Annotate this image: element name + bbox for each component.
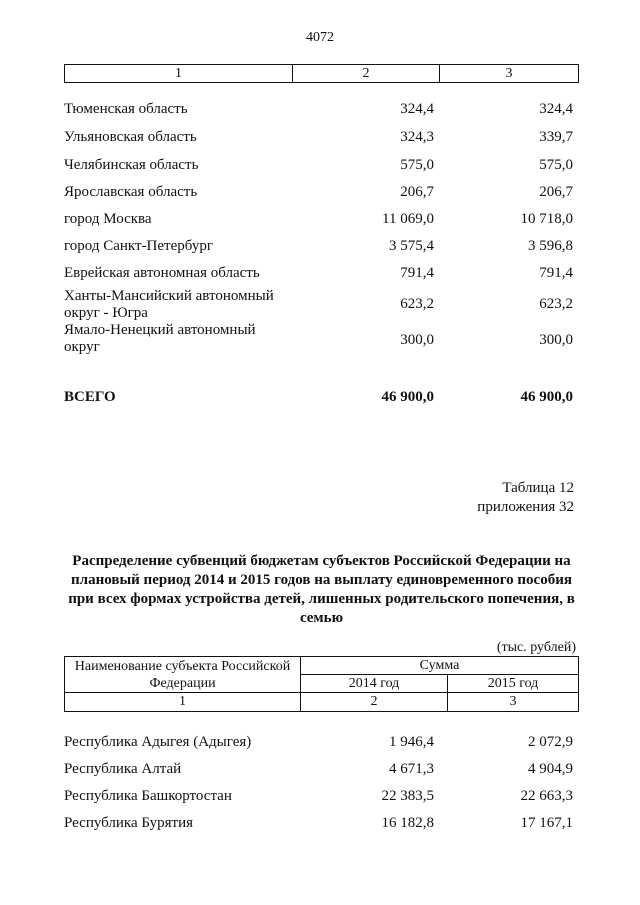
table1-col2-number: 2 — [293, 65, 440, 82]
value-2014: 16 182,8 — [381, 815, 434, 831]
region-name: Республика Бурятия — [64, 815, 194, 831]
table2-header — [64, 656, 579, 712]
region-name: Челябинская область — [64, 157, 199, 173]
region-name: Ульяновская область — [64, 129, 197, 145]
region-name: Ямало-Ненецкий автономный округ — [64, 322, 256, 355]
value-col3: 791,4 — [539, 265, 573, 281]
value-col2: 324,3 — [400, 129, 434, 145]
region-name: город Москва — [64, 211, 152, 227]
value-col3: 300,0 — [539, 332, 573, 348]
table1-col1-number: 1 — [65, 65, 293, 82]
value-col3: 575,0 — [539, 157, 573, 173]
column-number-2: 2 — [301, 693, 448, 711]
region-name: Еврейская автономная область — [64, 265, 260, 281]
value-2015: 4 904,9 — [528, 761, 573, 777]
value-col3: 3 596,8 — [528, 238, 573, 254]
value-col3: 324,4 — [539, 101, 573, 117]
value-2015: 2 072,9 — [528, 734, 573, 750]
value-col2: 3 575,4 — [389, 238, 434, 254]
column-header-2015: 2015 год — [448, 675, 578, 693]
value-2014: 4 671,3 — [389, 761, 434, 777]
region-name: Республика Алтай — [64, 761, 182, 777]
column-number-3: 3 — [509, 694, 517, 709]
total-value-col3: 46 900,0 — [520, 389, 573, 405]
region-name: Тюменская область — [64, 101, 188, 117]
value-col2: 206,7 — [400, 184, 434, 200]
value-2014: 22 383,5 — [381, 788, 434, 804]
table1-col3-number: 3 — [505, 66, 513, 81]
region-name: город Санкт-Петербург — [64, 238, 213, 254]
value-col3: 339,7 — [539, 129, 573, 145]
column-header-sum: Сумма — [301, 657, 578, 675]
region-name: Республика Адыгея (Адыгея) — [64, 734, 252, 750]
table-title: Распределение субвенций бюджетам субъектов Российской Федерации на плановый период 2014 и 2015 годов на выплату единовременного пособия при всех формах устройства детей, лишенных родительского попечения, в семью — [68, 553, 575, 626]
value-col2: 324,4 — [400, 101, 434, 117]
value-col3: 10 718,0 — [520, 211, 573, 227]
value-2014: 1 946,4 — [389, 734, 434, 750]
value-col2: 11 069,0 — [382, 211, 434, 227]
region-name: Ярославская область — [64, 184, 198, 200]
table-number-label: Таблица 12 — [502, 480, 574, 496]
region-name: Ханты-Мансийский автономный округ - Югра — [64, 288, 274, 321]
value-col3: 206,7 — [539, 184, 573, 200]
total-value-col2: 46 900,0 — [381, 389, 434, 405]
value-col2: 623,2 — [400, 296, 434, 312]
region-name: Республика Башкортостан — [64, 788, 232, 804]
value-col2: 300,0 — [400, 332, 434, 348]
units-label: (тыс. рублей) — [496, 640, 576, 655]
total-label: ВСЕГО — [64, 389, 116, 405]
column-header-2014: 2014 год — [301, 675, 448, 693]
appendix-label: приложения 32 — [477, 499, 574, 515]
value-col2: 791,4 — [400, 265, 434, 281]
value-2015: 17 167,1 — [520, 815, 573, 831]
value-2015: 22 663,3 — [520, 788, 573, 804]
column-header-subject: Наименование субъекта Российской Федерации — [65, 657, 301, 693]
value-col2: 575,0 — [400, 157, 434, 173]
value-col3: 623,2 — [539, 296, 573, 312]
column-number-1: 1 — [65, 693, 301, 711]
page-number: 4072 — [306, 30, 334, 45]
table1-header — [64, 64, 579, 83]
